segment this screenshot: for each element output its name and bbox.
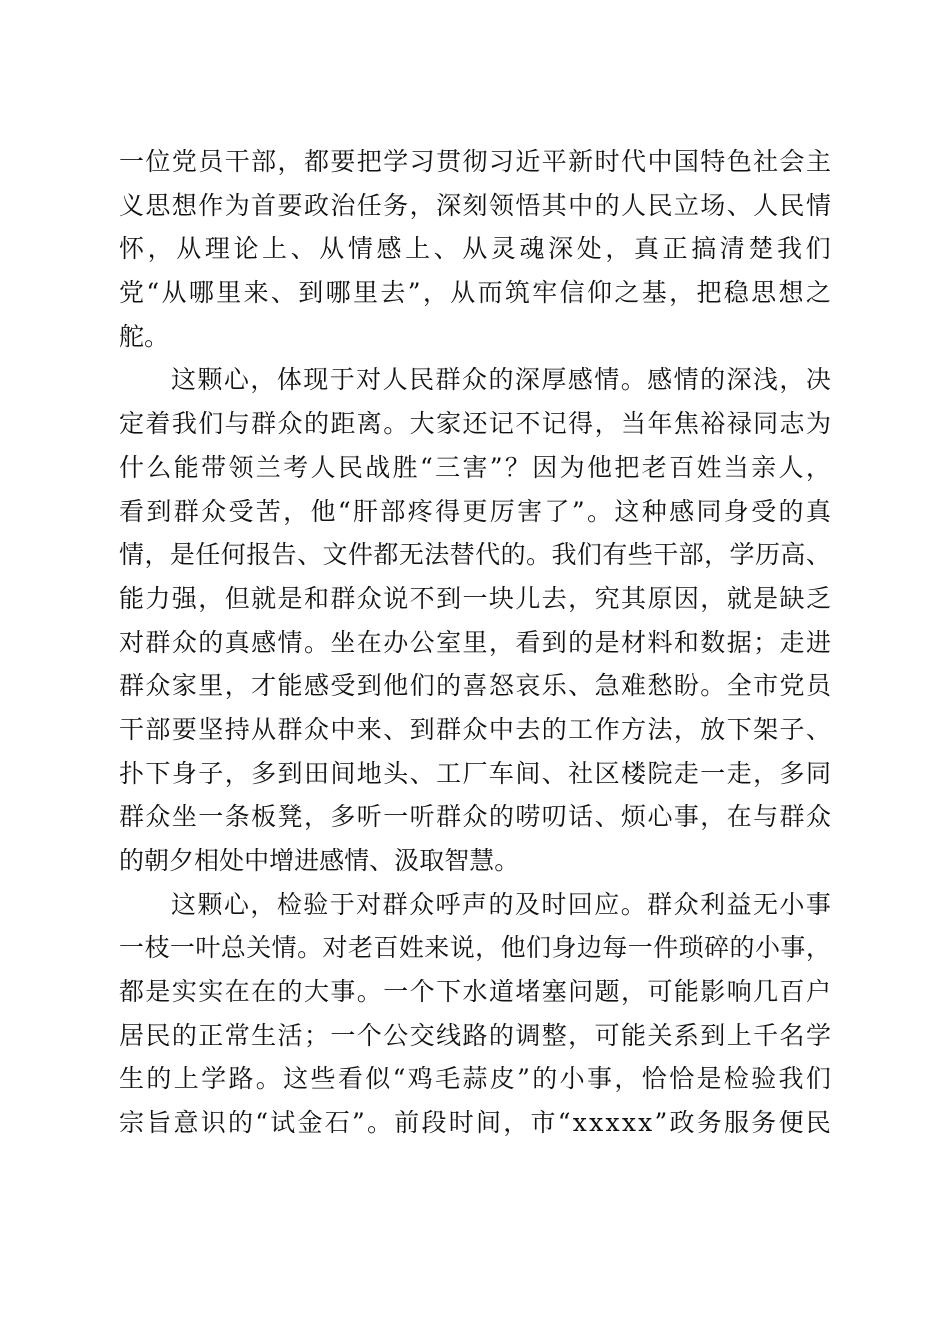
text-line: 的 朝 夕 相 处 中 增 进 感 情 、 汲 取 智 慧 。 — [119, 846, 520, 875]
text-line: 定 着 我 们 与 群 众 的 距 离 。 大 家 还 记 不 记 得 ， 当 年 焦 裕 禄 同 志 为 — [119, 409, 831, 439]
text-line: 舵 。 — [119, 321, 170, 351]
text-line: 党 “ 从 哪 里 来 、 到 哪 里 去 ” ， 从 而 筑 牢 信 仰 之 基 ， 把 稳 思 想 之 — [119, 278, 831, 308]
text-line: 都 是 实 实 在 在 的 大 事 。 一 个 下 水 道 堵 塞 问 题 ， 可 能 影 响 几 百 户 — [119, 977, 831, 1007]
body-text — [119, 140, 831, 1145]
text-line: 扑 下 身 子 ， 多 到 田 间 地 头 、 工 厂 车 间 、 社 区 楼 院 走 一 走 ， 多 同 — [119, 758, 831, 788]
text-line: 什 么 能 带 领 兰 考 人 民 战 胜 “ 三 害 ” ？ 因 为 他 把 老 百 姓 当 亲 人 ， — [119, 452, 831, 482]
text-line: 义 思 想 作 为 首 要 政 治 任 务 ， 深 刻 领 悟 其 中 的 人 民 立 场 、 人 民 情 — [119, 190, 831, 220]
text-line: 能 力 强 ， 但 就 是 和 群 众 说 不 到 一 块 儿 去 ， 究 其 原 因 ， 就 是 缺 乏 — [119, 583, 831, 613]
text-line: 一 枝 一 叶 总 关 情 。 对 老 百 姓 来 说 ， 他 们 身 边 每 一 件 琐 碎 的 小 事 ， — [119, 933, 831, 963]
text-line: 这 颗 心 ， 体 现 于 对 人 民 群 众 的 深 厚 感 情 。 感 情 的 深 浅 ， 决 — [171, 365, 831, 395]
text-line: 干 部 要 坚 持 从 群 众 中 来 、 到 群 众 中 去 的 工 作 方 法 ， 放 下 架 子 、 — [119, 714, 831, 744]
text-line: 宗 旨 意 识 的 “ 试 金 石 ” 。 前 段 时 间 ， 市 “ x x x x x ” 政 务 服 务 便 民 — [119, 1108, 831, 1138]
text-line: 居 民 的 正 常 生 活 ； 一 个 公 交 线 路 的 调 整 ， 可 能 关 系 到 上 千 名 学 — [119, 1020, 831, 1050]
text-line: 群 众 家 里 ， 才 能 感 受 到 他 们 的 喜 怒 哀 乐 、 急 难 愁 盼 。 全 市 党 员 — [119, 671, 831, 701]
text-line: 群 众 坐 一 条 板 凳 ， 多 听 一 听 群 众 的 唠 叨 话 、 烦 心 事 ， 在 与 群 众 — [119, 802, 831, 832]
text-line: 这 颗 心 ， 检 验 于 对 群 众 呼 声 的 及 时 回 应 。 群 众 利 益 无 小 事 — [171, 889, 831, 919]
text-line: 一 位 党 员 干 部 ， 都 要 把 学 习 贯 彻 习 近 平 新 时 代 中 国 特 色 社 会 主 — [119, 147, 831, 176]
text-line: 情 ， 是 任 何 报 告 、 文 件 都 无 法 替 代 的 。 我 们 有 些 干 部 ， 学 历 高 、 — [119, 540, 831, 570]
text-line: 看 到 群 众 受 苦 ， 他 “ 肝 部 疼 得 更 厉 害 了 ” 。 这 种 感 同 身 受 的 真 — [119, 496, 831, 526]
text-line: 对 群 众 的 真 感 情 。 坐 在 办 公 室 里 ， 看 到 的 是 材 料 和 数 据 ； 走 进 — [119, 627, 831, 657]
text-line: 怀 ， 从 理 论 上 、 从 情 感 上 、 从 灵 魂 深 处 ， 真 正 搞 清 楚 我 们 — [119, 234, 831, 264]
text-line: 生 的 上 学 路 。 这 些 看 似 “ 鸡 毛 蒜 皮 ” 的 小 事 ， 恰 恰 是 检 验 我 们 — [119, 1064, 831, 1094]
